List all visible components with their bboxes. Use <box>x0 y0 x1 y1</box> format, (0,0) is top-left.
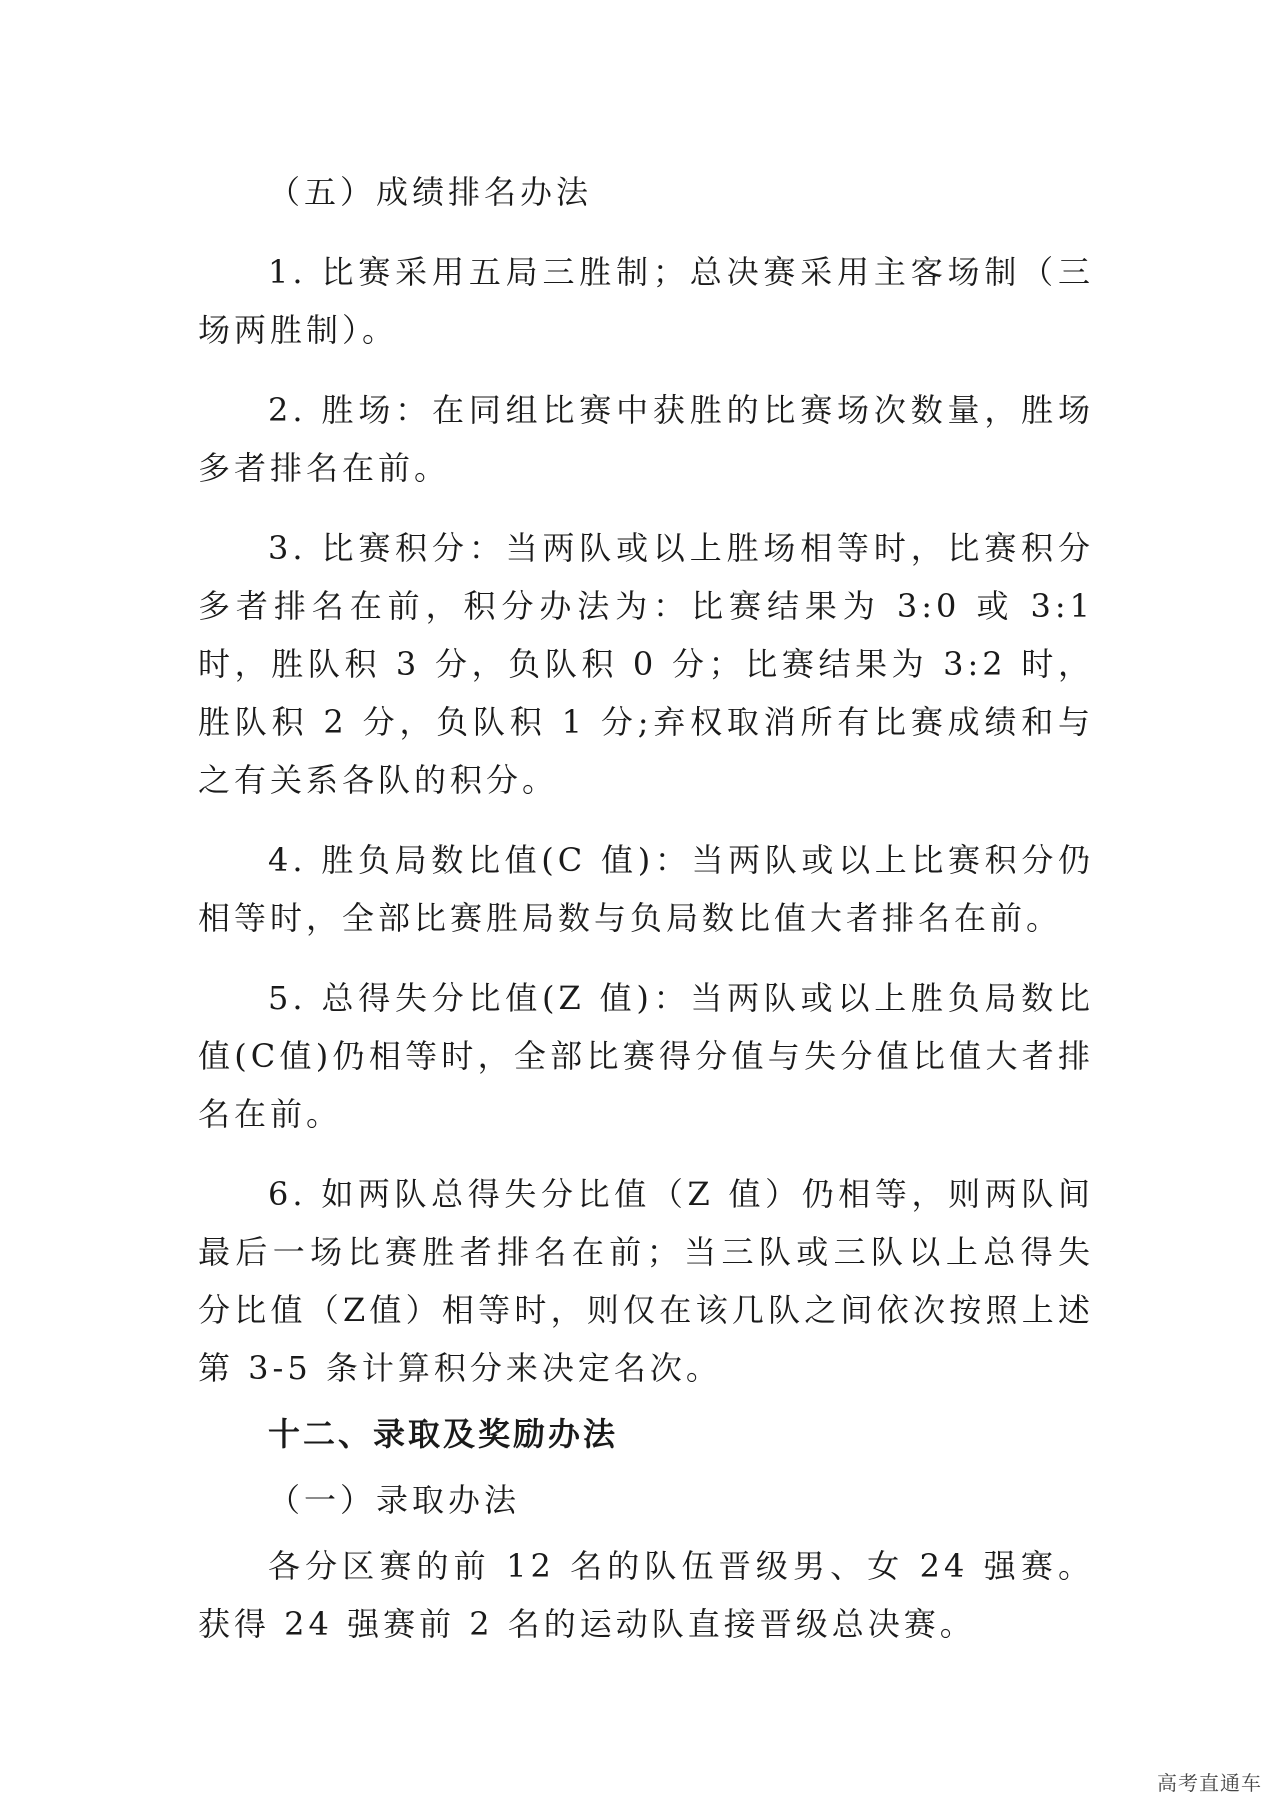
document-body <box>198 163 1094 1675</box>
section-5-heading: （五）成绩排名办法 <box>268 173 593 211</box>
rule-6: 6. 如两队总得失分比值（Z 值）仍相等，则两队间最后一场比赛胜者排名在前；当三队或三队以上总得失分比值（Z值）相等时，则仅在该几队之间依次按照上述第 3-5 条计算积分来决定名次。 <box>198 1175 1094 1387</box>
watermark-text: 高考直通车 <box>1157 1771 1262 1795</box>
rule-4: 4. 胜负局数比值(C 值)：当两队或以上比赛积分仍相等时，全部比赛胜局数与负局数比值大者排名在前。 <box>198 841 1094 937</box>
rule-5: 5. 总得失分比值(Z 值)：当两队或以上胜负局数比值(C值)仍相等时，全部比赛得分值与失分值比值大者排名在前。 <box>198 979 1094 1133</box>
admission-text: 各分区赛的前 12 名的队伍晋级男、女 24 强赛。获得 24 强赛前 2 名的运动队直接晋级总决赛。 <box>198 1547 1094 1643</box>
section-12-heading: 十二、录取及奖励办法 <box>268 1415 619 1453</box>
subsection-1-heading: （一）录取办法 <box>268 1481 521 1519</box>
rule-3: 3. 比赛积分：当两队或以上胜场相等时，比赛积分多者排名在前，积分办法为：比赛结果为 3:0 或 3:1 时，胜队积 3 分，负队积 0 分；比赛结果为 3:2 时，胜队积 2 分，负队积 1 分;弃权取消所有比赛成绩和与之有关系各队的积分。 <box>198 529 1094 799</box>
rule-1: 1. 比赛采用五局三胜制；总决赛采用主客场制（三场两胜制）。 <box>198 253 1094 349</box>
rule-2: 2. 胜场：在同组比赛中获胜的比赛场次数量，胜场多者排名在前。 <box>198 391 1094 487</box>
